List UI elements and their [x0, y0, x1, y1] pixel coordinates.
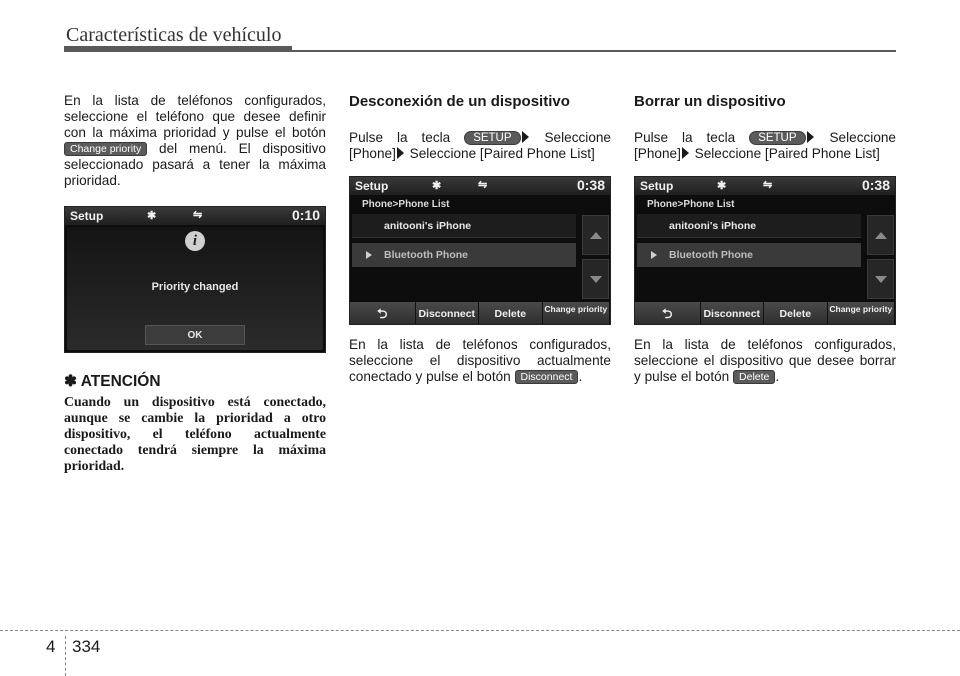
scroll-up-button[interactable]: [582, 215, 609, 255]
disconnect-button[interactable]: Disconnect: [701, 302, 765, 325]
screen-phone-list: [349, 176, 611, 325]
change-priority-button-label: Change priority: [64, 142, 147, 156]
delete-button-label: Delete: [733, 370, 775, 384]
column-disconnect: [349, 93, 611, 385]
screen-button-bar: [350, 302, 610, 325]
back-button[interactable]: ⮌: [350, 302, 416, 325]
screen-breadcrumb: Phone>Phone List: [647, 199, 735, 210]
screen-priority-changed: [64, 206, 326, 353]
disconnect-heading: Desconexión de un dispositivo: [349, 93, 570, 110]
instr-text-c: Seleccione [Paired Phone List]: [405, 146, 595, 161]
delete-instructions: [634, 130, 896, 162]
change-priority-button[interactable]: Change priority: [828, 302, 895, 325]
attention-title: ✽ ATENCIÓN: [64, 373, 161, 390]
instr-text-c: Seleccione [Paired Phone List]: [690, 146, 880, 161]
chevron-down-icon: [590, 276, 602, 283]
list-item-selected[interactable]: [352, 243, 576, 267]
instr-text-b: Seleccione [Phone]: [349, 130, 611, 161]
change-priority-button[interactable]: Change priority: [543, 302, 610, 325]
scroll-up-button[interactable]: [867, 215, 894, 255]
disconnect-button[interactable]: Disconnect: [416, 302, 480, 325]
scroll-down-button[interactable]: [582, 259, 609, 299]
footer-divider: [65, 636, 66, 676]
screen-phone-list: [634, 176, 896, 325]
chevron-down-icon: [875, 276, 887, 283]
delete-heading: Borrar un dispositivo: [634, 93, 786, 110]
header-rule: [64, 50, 896, 52]
play-icon: [366, 251, 372, 259]
setup-key-label: SETUP: [749, 131, 805, 145]
disconnect-instructions: [349, 130, 611, 162]
bluetooth-icon: ✱: [147, 210, 157, 222]
info-icon: i: [185, 231, 205, 251]
arrow-right-icon: [682, 147, 689, 159]
priority-text-a: En la lista de teléfonos configurados, seleccione el teléfono que desee definir con la máxima prioridad y pulse el botón: [64, 93, 326, 140]
after-text-a: En la lista de teléfonos configurados, seleccione el dispositivo que desee borrar y pulse el botón: [634, 337, 896, 384]
back-button[interactable]: ⮌: [635, 302, 701, 325]
after-text-b: .: [578, 369, 583, 384]
column-delete: [634, 93, 896, 385]
chevron-up-icon: [875, 232, 887, 239]
screen-title: Setup: [355, 179, 389, 193]
dialog-message: Priority changed: [151, 281, 239, 293]
chevron-up-icon: [590, 232, 602, 239]
instr-text-a: Pulse la tecla: [634, 130, 750, 145]
screen-title: Setup: [640, 179, 674, 193]
arrow-right-icon: [522, 131, 529, 143]
screen-status-bar: [635, 177, 895, 195]
arrow-right-icon: [807, 131, 814, 143]
play-icon: [651, 251, 657, 259]
delete-after-text: [634, 337, 896, 385]
delete-button[interactable]: Delete: [479, 302, 543, 325]
bluetooth-icon: ✱: [432, 180, 442, 192]
setup-key-label: SETUP: [464, 131, 520, 145]
footer-page-number: 334: [72, 637, 101, 656]
list-item[interactable]: anitooni's iPhone: [637, 214, 861, 238]
usb-icon: ⇋: [478, 179, 488, 191]
bluetooth-icon: ✱: [717, 180, 727, 192]
after-text-b: .: [775, 369, 780, 384]
disconnect-button-label: Disconnect: [515, 370, 579, 384]
screen-status-bar: [65, 207, 325, 225]
screen-title: Setup: [70, 209, 104, 223]
footer-rule: [0, 630, 960, 631]
after-text-a: En la lista de teléfonos configurados, seleccione el dispositivo actualmente conectado y pulse el botón: [349, 337, 611, 384]
attention-body: Cuando un dispositivo está conectado, aunque se cambie la prioridad a otro dispositivo, el teléfono actualmente conectado tendrá siempre la máxima prioridad.: [64, 394, 326, 473]
usb-icon: ⇋: [193, 209, 203, 221]
column-priority: [64, 93, 326, 474]
delete-button[interactable]: Delete: [764, 302, 828, 325]
list-item-label: Bluetooth Phone: [384, 249, 468, 261]
list-item[interactable]: anitooni's iPhone: [352, 214, 576, 238]
list-item-selected[interactable]: [637, 243, 861, 267]
arrow-right-icon: [397, 147, 404, 159]
usb-icon: ⇋: [763, 179, 773, 191]
instr-text-a: Pulse la tecla: [349, 130, 465, 145]
screen-clock: 0:10: [291, 207, 320, 223]
scroll-down-button[interactable]: [867, 259, 894, 299]
screen-button-bar: [635, 302, 895, 325]
page-header-title: Características de vehículo: [66, 24, 282, 46]
screen-clock: 0:38: [576, 177, 605, 193]
list-item-label: Bluetooth Phone: [669, 249, 753, 261]
priority-text-b: del menú. El dispositivo seleccionado pasará a tener la máxima prioridad.: [64, 141, 326, 188]
screen-status-bar: [350, 177, 610, 195]
footer-chapter: 4: [46, 637, 56, 656]
screen-breadcrumb: Phone>Phone List: [362, 199, 450, 210]
screen-clock: 0:38: [861, 177, 890, 193]
priority-instructions: [64, 93, 326, 189]
instr-text-b: Seleccione [Phone]: [634, 130, 896, 161]
disconnect-after-text: [349, 337, 611, 385]
ok-button[interactable]: OK: [145, 325, 245, 345]
